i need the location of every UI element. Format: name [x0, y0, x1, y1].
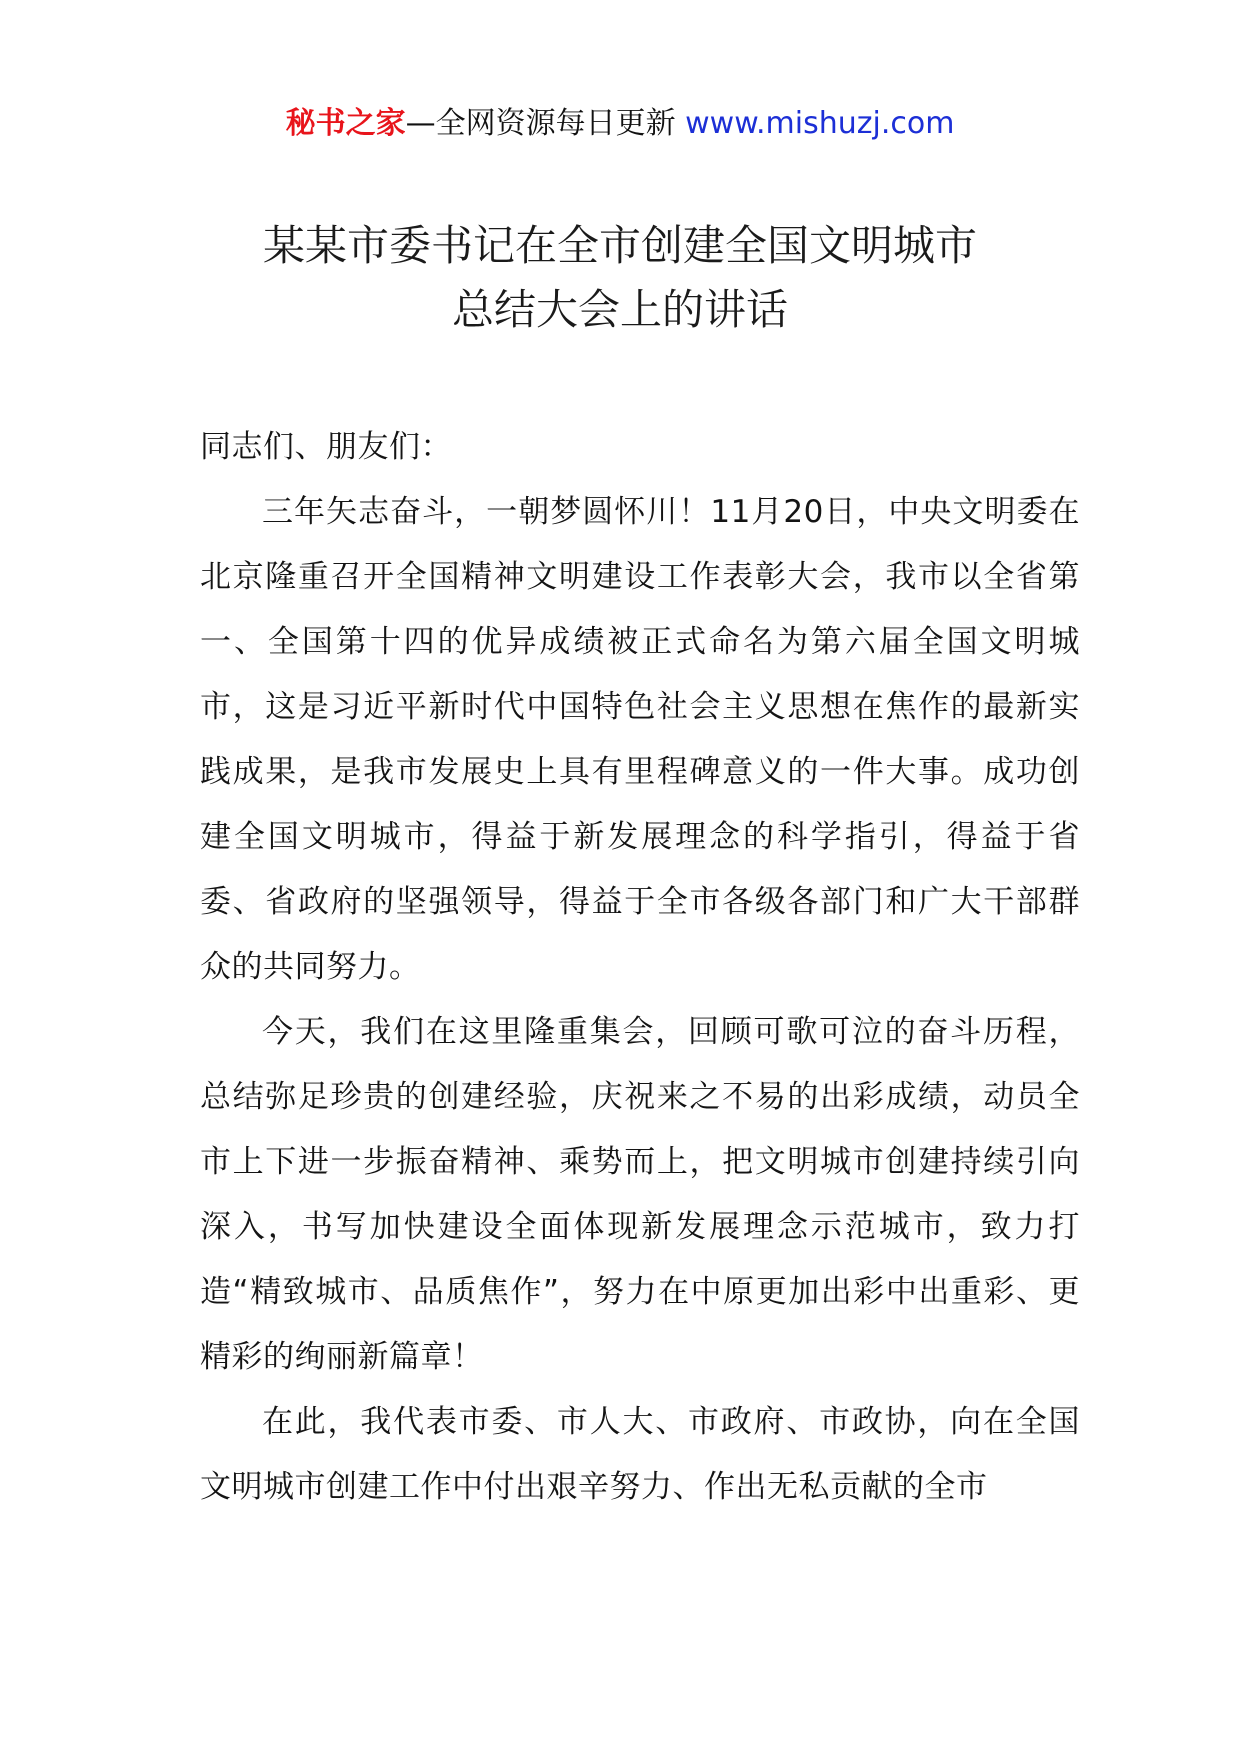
- body-paragraph-1: 三年矢志奋斗，一朝梦圆怀川！11月20日，中央文明委在北京隆重召开全国精神文明建设工作表彰大会，我市以全省第一、全国第十四的优异成绩被正式命名为第六届全国文明城市，这是习近平新时代中国特色社会主义思想在焦作的最新实践成果，是我市发展史上具有里程碑意义的一件大事。成功创建全国文明城市，得益于新发展理念的科学指引，得益于省委、省政府的坚强领导，得益于全市各级各部门和广大干部群众的共同努力。: [200, 494, 1080, 985]
- salutation: 同志们、朋友们：: [200, 429, 452, 465]
- document-title-line-1: 某某市委书记在全市创建全国文明城市: [262, 221, 977, 270]
- site-url-link[interactable]: www.mishuzj.com: [685, 106, 955, 141]
- body-paragraph-2: 今天，我们在这里隆重集会，回顾可歌可泣的奋斗历程，总结弥足珍贵的创建经验，庆祝来之不易的出彩成绩，动员全市上下进一步振奋精神、乘势而上，把文明城市创建持续引向深入，书写加快建设全面体现新发展理念示范城市，致力打造“精致城市、品质焦作”，努力在中原更加出彩中出重彩、更精彩的绚丽新篇章！: [200, 1014, 1080, 1375]
- site-header: [0, 104, 1240, 144]
- document-title: [0, 214, 1240, 342]
- document-body: [200, 415, 1080, 1520]
- site-tagline: —全网资源每日更新: [405, 106, 676, 141]
- document-title-line-2: 总结大会上的讲话: [451, 285, 788, 334]
- body-paragraph-3: 在此，我代表市委、市人大、市政府、市政协，向在全国文明城市创建工作中付出艰辛努力、作出无私贡献的全市: [200, 1404, 1080, 1505]
- site-brand: 秘书之家: [285, 106, 406, 141]
